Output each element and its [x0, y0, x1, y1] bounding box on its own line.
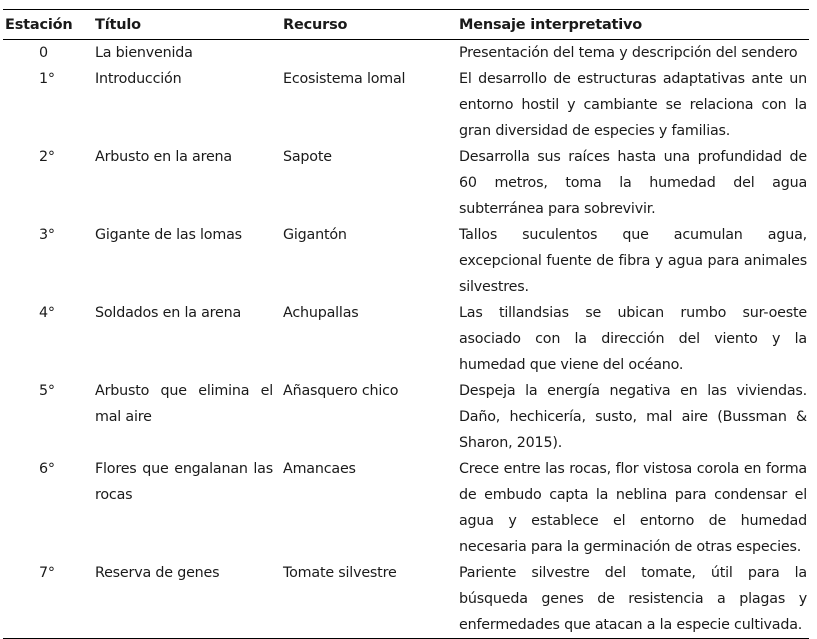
cell-message: Despeja la energía negativa en las viviendas. Daño, hechicería, susto, mal aire (Bussman & Sharon, 2015). — [459, 383, 807, 451]
cell-message: Crece entre las rocas, flor vistosa corola en forma de embudo capta la neblina para condensar el agua y establece el entorno de humedad necesaria para la germinación de otras especies. — [459, 461, 807, 555]
cell-title: Arbusto que elimina el mal aire — [95, 383, 273, 425]
cell-resource: Sapote — [283, 149, 332, 165]
cell-title: La bienvenida — [95, 45, 193, 61]
header-resource: Recurso — [283, 17, 348, 33]
table-row — [3, 222, 809, 300]
cell-resource: Amancaes — [283, 461, 356, 477]
cell-message: Presentación del tema y descripción del sendero — [459, 45, 798, 61]
cell-station: 7° — [39, 565, 55, 581]
header-title: Título — [95, 17, 141, 33]
cell-title: Flores que engalanan las rocas — [95, 461, 273, 503]
cell-station: 2° — [39, 149, 55, 165]
cell-message: Pariente silvestre del tomate, útil para la búsqueda genes de resistencia a plagas y enfermedades que atacan a la especie cultivada. — [459, 565, 807, 633]
cell-station: 0 — [39, 45, 48, 61]
cell-station: 5° — [39, 383, 55, 399]
cell-title: Arbusto en la arena — [95, 149, 232, 165]
cell-resource: Gigantón — [283, 227, 347, 243]
cell-message: Tallos suculentos que acumulan agua, excepcional fuente de fibra y agua para animales silvestres. — [459, 227, 807, 295]
table-row — [3, 40, 809, 67]
table-row — [3, 560, 809, 639]
table-header-row — [3, 10, 809, 40]
cell-resource: Achupallas — [283, 305, 359, 321]
cell-station: 4° — [39, 305, 55, 321]
header-station: Estación — [5, 17, 73, 33]
cell-resource: Ecosistema lomal — [283, 71, 406, 87]
cell-station: 3° — [39, 227, 55, 243]
cell-resource: Tomate silvestre — [283, 565, 397, 581]
cell-station: 1° — [39, 71, 55, 87]
cell-message: Las tillandsias se ubican rumbo sur-oeste asociado con la dirección del viento y la humedad que viene del océano. — [459, 305, 807, 373]
table-row — [3, 144, 809, 222]
interpretive-stations-table — [3, 9, 809, 639]
cell-title: Soldados en la arena — [95, 305, 242, 321]
header-message: Mensaje interpretativo — [459, 17, 643, 33]
table-row — [3, 378, 809, 456]
table-row — [3, 300, 809, 378]
cell-message: Desarrolla sus raíces hasta una profundidad de 60 metros, toma la humedad del agua subterránea para sobrevivir. — [459, 149, 807, 217]
cell-station: 6° — [39, 461, 55, 477]
cell-title: Reserva de genes — [95, 565, 220, 581]
cell-title: Introducción — [95, 71, 182, 87]
cell-resource: Añasquero chico — [283, 383, 399, 399]
cell-resource — [283, 40, 459, 67]
table-row — [3, 456, 809, 560]
interpretive-stations-table-wrapper — [3, 9, 809, 639]
cell-title: Gigante de las lomas — [95, 227, 242, 243]
table-row — [3, 66, 809, 144]
cell-message: El desarrollo de estructuras adaptativas ante un entorno hostil y cambiante se relaciona con la gran diversidad de especies y familias. — [459, 71, 807, 139]
